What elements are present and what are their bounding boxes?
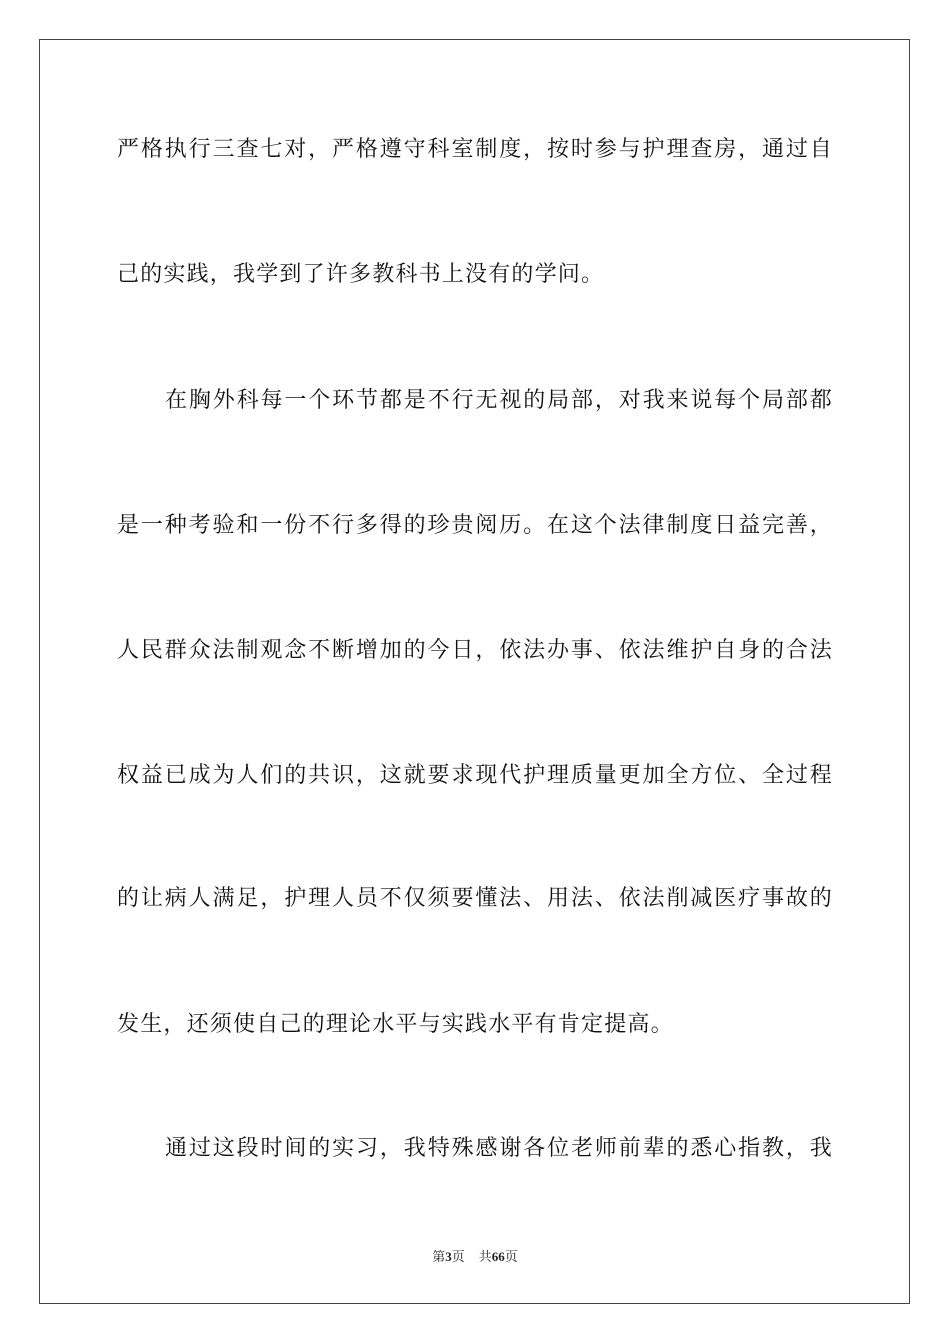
page-footer	[0, 1246, 950, 1265]
total-prefix: 共	[478, 1250, 492, 1265]
page-prefix: 第	[432, 1250, 446, 1265]
page-border	[39, 39, 910, 1304]
paragraph-2-line-2: 是一种考验和一份不行多得的珍贵阅历。在这个法律制度日益完善，	[117, 513, 833, 538]
paragraph-2-line-6: 发生，还须使自己的理论水平与实践水平有肯定提高。	[117, 1012, 674, 1037]
text-line-2: 己的实践，我学到了许多教科书上没有的学问。	[117, 262, 605, 287]
total-suffix: 页	[504, 1250, 518, 1265]
paragraph-2-line-5: 的让病人满足，护理人员不仅须要懂法、用法、依法削减医疗事故的	[117, 886, 833, 911]
text-line-1: 严格执行三查七对，严格遵守科室制度，按时参与护理查房，通过自	[117, 137, 833, 162]
page-number: 3	[445, 1249, 452, 1264]
page-suffix: 页	[451, 1250, 465, 1265]
total-pages: 66	[491, 1249, 505, 1264]
paragraph-2-line-1: 在胸外科每一个环节都是不行无视的局部，对我来说每个局部都	[165, 388, 833, 413]
paragraph-2-line-4: 权益已成为人们的共识，这就要求现代护理质量更加全方位、全过程	[117, 763, 833, 788]
paragraph-2-line-3: 人民群众法制观念不断增加的今日，依法办事、依法维护自身的合法	[117, 638, 833, 663]
paragraph-3-line-1: 通过这段时间的实习，我特殊感谢各位老师前辈的悉心指教，我	[165, 1136, 833, 1161]
